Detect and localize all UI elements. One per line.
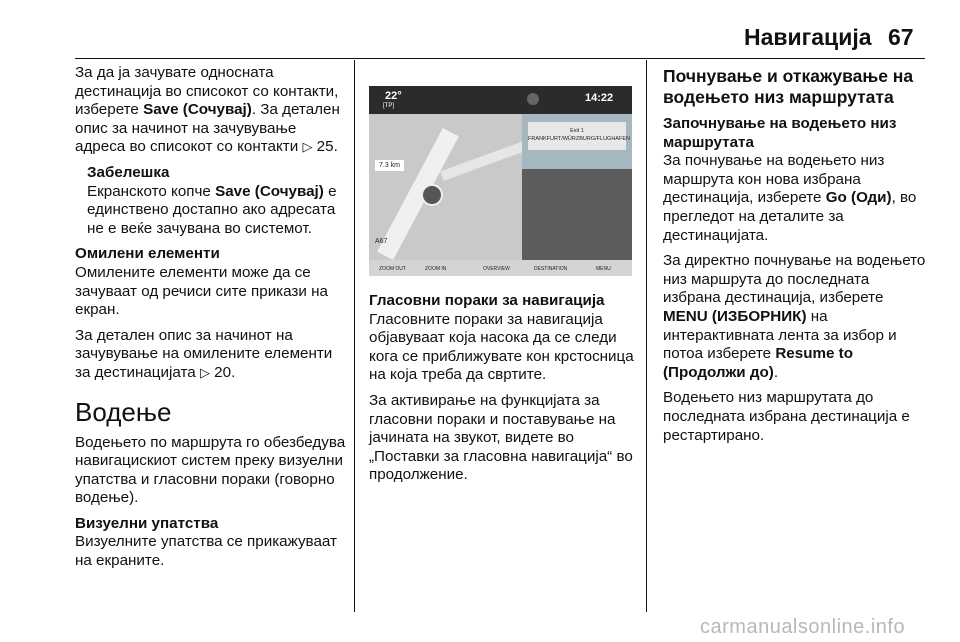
position-arrow-icon [421,184,443,206]
column-divider-1 [354,60,355,612]
screen-map [369,114,522,260]
screen-top-bar [369,86,632,114]
page-ref-arrow-icon: ▷ [302,139,313,155]
visual-heading: Визуелни упатства [75,514,219,532]
screen-exit-sign: Exit 1 FRANKFURT/WÜRZBURG/FLUGHAFEN [528,122,626,150]
section-heading: Водење [75,396,172,427]
note-text: Екранското копче Save (Сочувај) е единствено достапно ако адресата не е веќе зачувана во системот. [87,182,337,237]
note-title: Забелешка [87,163,170,181]
column-2 [369,292,637,492]
destination-button: DESTINATION [534,266,568,272]
guidance-paragraph: Водењето по маршрута го обезбедува навигацискиот систем преку визуелни упатства и гласовни пораки (говорно водење). [75,433,346,507]
navigation-screen-image [369,86,632,276]
screen-road-name: A67 [375,238,388,245]
screen-circle-icon [527,93,539,105]
favourites-heading: Омилени елементи [75,245,220,263]
screen-time: 14:22 [585,92,614,104]
column-3 [663,66,928,452]
screen-tp: [TP] [383,103,395,109]
favourites-paragraph-1: Омилените елементи може да се зачуваат од речиси сите прикази на екран. [75,263,328,319]
watermark-url: carmanualsonline.info [700,616,906,638]
favourites-paragraph-2: За детален опис за начинот на зачувување на омилените елементи за дестинацијата ▷ 20. [75,326,333,381]
screen-distance: 7.3 km [375,160,404,171]
page-ref-arrow-icon: ▷ [199,364,210,380]
voice-heading: Гласовни пораки за навигација [369,292,605,309]
note-block [75,164,347,238]
visual-paragraph: Визуелните упатства се прикажуваат на екраните. [75,533,337,570]
screen-lane-view [522,114,632,260]
start-paragraph-2: За директно почнување на водењето низ маршрута до последната избрана дестинација, изберете MENU (ИЗБОРНИК) на интерактивната лента за избор и потоа изберете Resume to (Продолжи до). [663,252,926,381]
start-guidance-heading: Започнување на водењето низ маршрутата [663,115,897,151]
overview-button: OVERVIEW [483,266,510,272]
start-paragraph-3: Водењето низ маршрутата до последната избрана дестинација е рестартирано. [663,389,910,444]
zoom-in-button: ZOOM IN [425,266,447,272]
start-paragraph-1: За почнување на водењето низ маршрута кон нова избрана дестинација, изберете Go (Оди), во прегледот на деталите за дестинацијата. [663,152,917,244]
voice-paragraph-1: Гласовните пораки за навигација објавуваат која насока да се следи кога се приближувате кон крстосница на која треба да свртите. [369,310,634,384]
column-1 [75,64,347,578]
screen-bottom-bar [369,260,632,276]
screen-temperature: 22° [385,90,402,102]
page-ref: 25 [316,138,334,156]
page-header-title: Навигација [744,24,872,50]
zoom-out-button: ZOOM OUT [379,266,406,272]
page-number: 67 [888,24,914,50]
page-ref: 20 [214,363,232,381]
contacts-paragraph: За да ја зачувате односната дестинација во списокот со контакти, изберете Save (Сочувај). За детален опис за начинот на зачувување адреса во списокот со контакти ▷ 25. [75,64,340,156]
header-rule [75,58,925,59]
menu-button: MENU [596,266,611,272]
start-cancel-heading: Почнување и откажување на водењето низ маршрутата [663,66,914,107]
voice-paragraph-2: За активирање на функцијата за гласовни пораки и поставување на јачината на звукот, видете во „Поставки за гласовна навигација“ во продолжение. [369,391,633,484]
column-divider-2 [646,60,647,612]
